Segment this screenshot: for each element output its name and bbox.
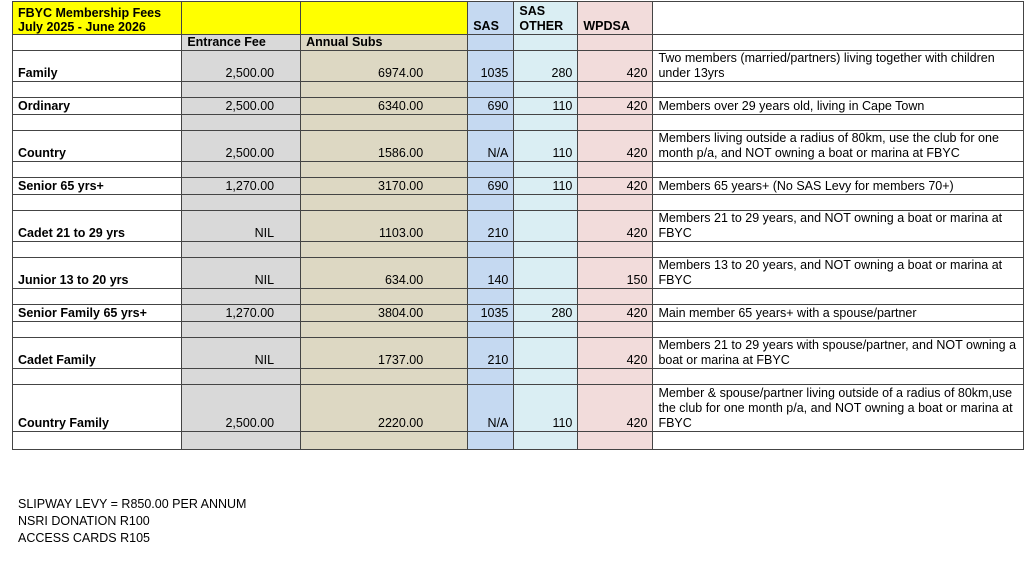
sas-other-cell: [514, 211, 578, 242]
annual-subs-cell: 1586.00: [301, 131, 468, 162]
membership-type-cell: Country Family: [13, 385, 182, 432]
spacer-row: [13, 162, 1024, 178]
header-blank-desc: [653, 35, 1024, 51]
header-sas-other-line-1: SAS: [519, 4, 546, 18]
spacer-cell: [653, 162, 1024, 178]
spacer-cell: [514, 195, 578, 211]
sas-levy-cell: 210: [468, 211, 514, 242]
spacer-cell: [468, 242, 514, 258]
table-row: [13, 98, 1024, 115]
spacer-cell: [182, 322, 301, 338]
footer-notes: [18, 496, 246, 547]
membership-type-cell: Senior Family 65 yrs+: [13, 305, 182, 322]
sas-levy-cell: 1035: [468, 305, 514, 322]
spacer-cell: [301, 115, 468, 131]
spacer-cell: [182, 115, 301, 131]
table-row: [13, 131, 1024, 162]
spacer-cell: [578, 432, 653, 450]
spacer-cell: [514, 115, 578, 131]
membership-type-cell: Ordinary: [13, 98, 182, 115]
spacer-cell: [13, 369, 182, 385]
fees-table-body: [13, 2, 1024, 450]
spacer-cell: [301, 82, 468, 98]
wpdsa-fee-cell: 420: [578, 338, 653, 369]
sas-levy-cell: N/A: [468, 131, 514, 162]
wpdsa-fee-cell: 150: [578, 258, 653, 289]
spacer-cell: [13, 289, 182, 305]
spacer-row: [13, 369, 1024, 385]
spacer-cell: [578, 242, 653, 258]
spacer-cell: [13, 115, 182, 131]
spacer-cell: [468, 82, 514, 98]
sas-other-cell: [514, 338, 578, 369]
spacer-row: [13, 195, 1024, 211]
wpdsa-fee-cell: 420: [578, 98, 653, 115]
spacer-row: [13, 289, 1024, 305]
spacer-row: [13, 242, 1024, 258]
sas-other-cell: 280: [514, 51, 578, 82]
access-cards-note: ACCESS CARDS R105: [18, 531, 150, 545]
spacer-cell: [182, 369, 301, 385]
spacer-cell: [514, 82, 578, 98]
spacer-cell: [468, 195, 514, 211]
spacer-cell: [301, 195, 468, 211]
header-annual-subs: Annual Subs: [301, 35, 468, 51]
spacer-cell: [653, 289, 1024, 305]
sas-other-cell: [514, 258, 578, 289]
title-line-1: FBYC Membership Fees: [18, 6, 162, 20]
sas-levy-cell: N/A: [468, 385, 514, 432]
description-cell: Members 21 to 29 years, and NOT owning a boat or marina at FBYC: [653, 211, 1024, 242]
description-cell: Two members (married/partners) living together with children under 13yrs: [653, 51, 1024, 82]
spacer-cell: [13, 242, 182, 258]
spacer-cell: [468, 115, 514, 131]
spacer-cell: [468, 369, 514, 385]
wpdsa-fee-cell: 420: [578, 385, 653, 432]
annual-subs-cell: 2220.00: [301, 385, 468, 432]
sas-levy-cell: 210: [468, 338, 514, 369]
description-cell: Members 13 to 20 years, and NOT owning a boat or marina at FBYC: [653, 258, 1024, 289]
header-wpdsa: WPDSA: [578, 2, 653, 35]
spacer-cell: [514, 322, 578, 338]
title-blank-2: [301, 2, 468, 35]
spacer-cell: [653, 322, 1024, 338]
spacer-row: [13, 322, 1024, 338]
sas-other-cell: 110: [514, 131, 578, 162]
table-row: [13, 211, 1024, 242]
title-blank-1: [182, 2, 301, 35]
spacer-cell: [301, 322, 468, 338]
annual-subs-cell: 1103.00: [301, 211, 468, 242]
spacer-cell: [301, 242, 468, 258]
fees-table: [12, 1, 1024, 450]
spacer-cell: [578, 322, 653, 338]
spacer-cell: [13, 322, 182, 338]
slipway-levy-note: SLIPWAY LEVY = R850.00 PER ANNUM: [18, 497, 247, 511]
spacer-cell: [468, 162, 514, 178]
spacer-cell: [578, 115, 653, 131]
description-cell: Members over 29 years old, living in Cape Town: [653, 98, 1024, 115]
entrance-fee-cell: 2,500.00: [182, 131, 301, 162]
title-line-2: July 2025 - June 2026: [18, 20, 146, 34]
sas-levy-cell: 690: [468, 98, 514, 115]
title-row: [13, 2, 1024, 35]
title-blank-desc: [653, 2, 1024, 35]
membership-type-cell: Junior 13 to 20 yrs: [13, 258, 182, 289]
description-cell: Member & spouse/partner living outside of a radius of 80km,use the club for one month p/a, and NOT owning a boat or marina at FBYC: [653, 385, 1024, 432]
entrance-fee-cell: 2,500.00: [182, 385, 301, 432]
spacer-cell: [578, 369, 653, 385]
annual-subs-cell: 6974.00: [301, 51, 468, 82]
membership-type-cell: Family: [13, 51, 182, 82]
entrance-fee-cell: NIL: [182, 211, 301, 242]
sas-levy-cell: 140: [468, 258, 514, 289]
membership-type-cell: Senior 65 yrs+: [13, 178, 182, 195]
spacer-cell: [13, 195, 182, 211]
header-blank-wpdsa: [578, 35, 653, 51]
spacer-row: [13, 432, 1024, 450]
spacer-cell: [653, 369, 1024, 385]
annual-subs-cell: 3804.00: [301, 305, 468, 322]
spacer-cell: [514, 289, 578, 305]
membership-type-cell: Cadet Family: [13, 338, 182, 369]
annual-subs-cell: 6340.00: [301, 98, 468, 115]
header-blank-sas: [468, 35, 514, 51]
spacer-cell: [578, 162, 653, 178]
spacer-cell: [653, 115, 1024, 131]
spacer-cell: [514, 242, 578, 258]
title-cell: [13, 2, 182, 35]
spacer-cell: [301, 162, 468, 178]
header-row: [13, 35, 1024, 51]
spacer-cell: [578, 82, 653, 98]
annual-subs-cell: 634.00: [301, 258, 468, 289]
spacer-cell: [301, 432, 468, 450]
description-cell: Main member 65 years+ with a spouse/partner: [653, 305, 1024, 322]
sas-other-cell: 110: [514, 385, 578, 432]
sas-other-cell: 110: [514, 98, 578, 115]
sas-levy-cell: 1035: [468, 51, 514, 82]
table-row: [13, 51, 1024, 82]
entrance-fee-cell: 2,500.00: [182, 98, 301, 115]
entrance-fee-cell: NIL: [182, 338, 301, 369]
membership-type-cell: Cadet 21 to 29 yrs: [13, 211, 182, 242]
entrance-fee-cell: 2,500.00: [182, 51, 301, 82]
wpdsa-fee-cell: 420: [578, 51, 653, 82]
entrance-fee-cell: 1,270.00: [182, 178, 301, 195]
header-blank-name: [13, 35, 182, 51]
entrance-fee-cell: 1,270.00: [182, 305, 301, 322]
spacer-cell: [653, 195, 1024, 211]
wpdsa-fee-cell: 420: [578, 131, 653, 162]
spacer-cell: [182, 432, 301, 450]
header-sas-other-line-2: OTHER: [519, 19, 564, 33]
spacer-cell: [514, 369, 578, 385]
spacer-cell: [13, 432, 182, 450]
entrance-fee-cell: NIL: [182, 258, 301, 289]
spacer-cell: [182, 82, 301, 98]
spacer-cell: [468, 322, 514, 338]
spacer-cell: [182, 289, 301, 305]
spacer-cell: [468, 432, 514, 450]
description-cell: Members living outside a radius of 80km, use the club for one month p/a, and NOT owning a boat or marina at FBYC: [653, 131, 1024, 162]
spacer-cell: [182, 162, 301, 178]
spacer-cell: [301, 289, 468, 305]
spacer-cell: [578, 195, 653, 211]
spacer-cell: [182, 242, 301, 258]
header-sas-other: [514, 2, 578, 35]
spacer-cell: [653, 432, 1024, 450]
sas-other-cell: 280: [514, 305, 578, 322]
membership-type-cell: Country: [13, 131, 182, 162]
annual-subs-cell: 3170.00: [301, 178, 468, 195]
description-cell: Members 65 years+ (No SAS Levy for members 70+): [653, 178, 1024, 195]
header-entrance-fee: Entrance Fee: [182, 35, 301, 51]
header-sas: SAS: [468, 2, 514, 35]
spacer-row: [13, 115, 1024, 131]
nsri-donation-note: NSRI DONATION R100: [18, 514, 150, 528]
spacer-cell: [653, 82, 1024, 98]
header-blank-other: [514, 35, 578, 51]
sas-levy-cell: 690: [468, 178, 514, 195]
spacer-cell: [468, 289, 514, 305]
spacer-cell: [13, 162, 182, 178]
wpdsa-fee-cell: 420: [578, 305, 653, 322]
spacer-cell: [182, 195, 301, 211]
table-row: [13, 258, 1024, 289]
table-row: [13, 385, 1024, 432]
spacer-cell: [13, 82, 182, 98]
wpdsa-fee-cell: 420: [578, 211, 653, 242]
annual-subs-cell: 1737.00: [301, 338, 468, 369]
wpdsa-fee-cell: 420: [578, 178, 653, 195]
table-row: [13, 305, 1024, 322]
spacer-cell: [514, 162, 578, 178]
table-row: [13, 338, 1024, 369]
sas-other-cell: 110: [514, 178, 578, 195]
description-cell: Members 21 to 29 years with spouse/partner, and NOT owning a boat or marina at FBYC: [653, 338, 1024, 369]
spacer-row: [13, 82, 1024, 98]
spacer-cell: [578, 289, 653, 305]
table-row: [13, 178, 1024, 195]
spacer-cell: [653, 242, 1024, 258]
spacer-cell: [514, 432, 578, 450]
spacer-cell: [301, 369, 468, 385]
